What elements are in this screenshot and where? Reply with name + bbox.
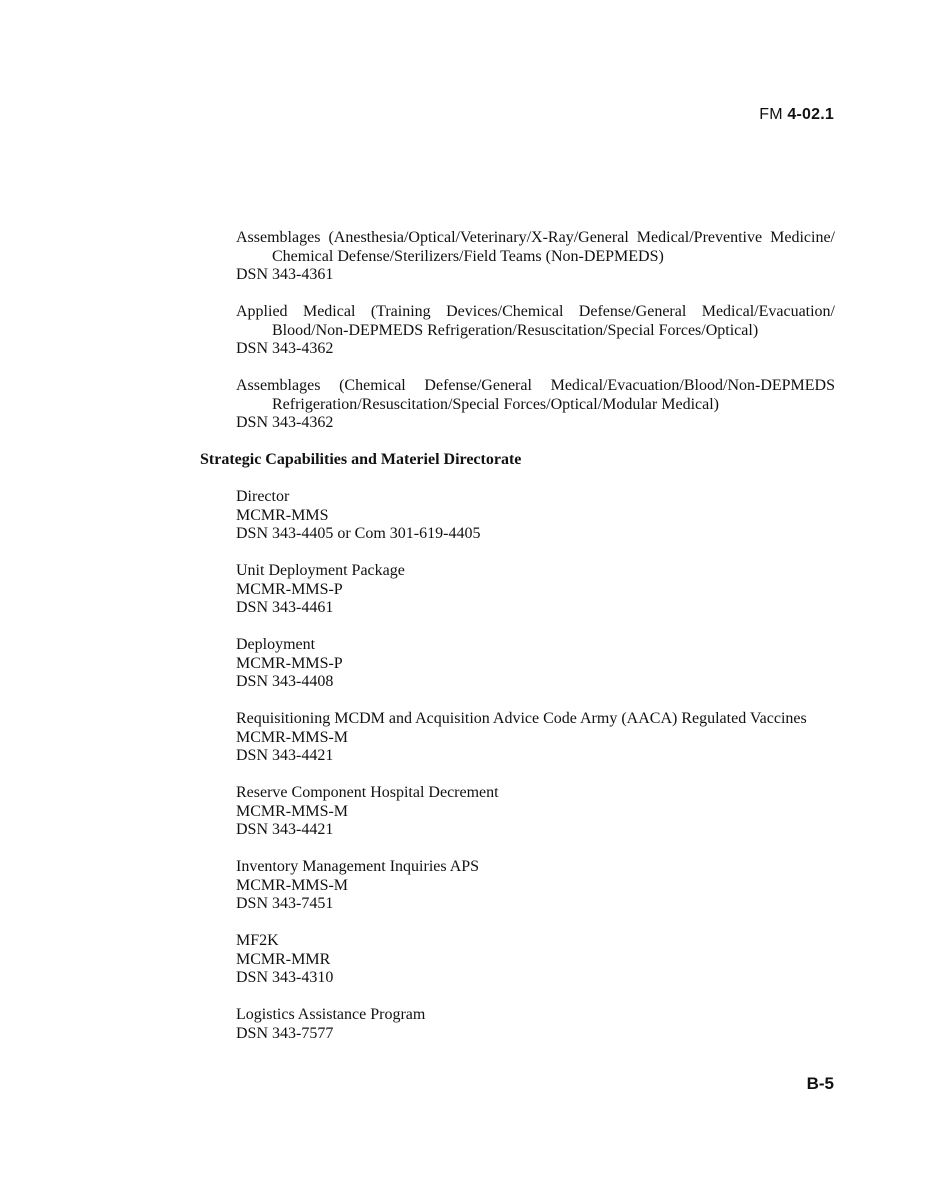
contact-entry [236,858,835,914]
entry-phone: DSN 343-4421 [236,821,334,838]
entry-title: Deployment [236,636,316,653]
entry-phone: DSN 343-4461 [236,599,334,616]
entry-phone: DSN 343-4361 [236,266,334,283]
contact-entry [236,932,835,988]
entry-title: Unit Deployment Package [236,562,405,579]
entry-title: Reserve Component Hospital Decrement [236,784,499,801]
entry-office-symbol: MCMR-MMR [236,950,331,968]
entry-office-symbol: MCMR-MMS [236,506,329,524]
page-number: B-5 [806,1074,834,1093]
contact-entry [236,562,835,618]
entry-phone: DSN 343-4421 [236,747,334,764]
contact-entry [236,710,835,766]
page-header [759,106,834,124]
entry-title: Inventory Management Inquiries APS [236,858,480,875]
contact-entry [236,1006,835,1043]
doc-prefix: FM [759,106,783,123]
doc-number: 4-02.1 [787,106,834,123]
entry-phone: DSN 343-4362 [236,340,334,357]
entry-title: Applied Medical (Training Devices/Chemical Defense/General Medical/Evacuation/ Blood/Non-DEPMEDS Refrigeration/Resuscitation/Special Forces/Optical) [236,303,835,339]
entry-title: MF2K [236,932,279,949]
contact-entry [236,636,835,692]
entry-phone: DSN 343-4362 [236,414,334,431]
entry-phone: DSN 343-4310 [236,969,334,986]
entry-office-symbol: MCMR-MMS-M [236,728,349,746]
contact-entry [236,784,835,840]
entry-title: Logistics Assistance Program [236,1006,426,1023]
entry-phone: DSN 343-4405 or Com 301-619-4405 [236,525,481,542]
entry-title: Assemblages (Anesthesia/Optical/Veterinary/X-Ray/General Medical/Preventive Medicine/ Chemical Defense/Sterilizers/Field Teams (Non-DEPMEDS) [236,229,835,265]
contact-entry [236,377,835,433]
entry-phone: DSN 343-7577 [236,1024,334,1042]
entry-office-symbol: MCMR-MMS-P [236,654,343,672]
entry-phone: DSN 343-4408 [236,673,334,690]
entry-office-symbol: MCMR-MMS-M [236,876,349,894]
entry-office-symbol: MCMR-MMS-M [236,802,349,820]
entry-phone: DSN 343-7451 [236,895,334,912]
contact-entry [236,303,835,359]
section-heading: Strategic Capabilities and Materiel Directorate [200,451,522,468]
entry-office-symbol: MCMR-MMS-P [236,580,343,598]
entry-title: Assemblages (Chemical Defense/General Medical/Evacuation/Blood/Non-DEPMEDS Refrigeration/Resuscitation/Special Forces/Optical/Modular Medical) [236,377,835,413]
entry-title: Requisitioning MCDM and Acquisition Advice Code Army (AACA) Regulated Vaccines [236,710,807,727]
entry-title: Director [236,488,290,505]
contact-entry [236,488,835,544]
contact-entry [236,229,835,285]
page-content [200,229,835,1062]
